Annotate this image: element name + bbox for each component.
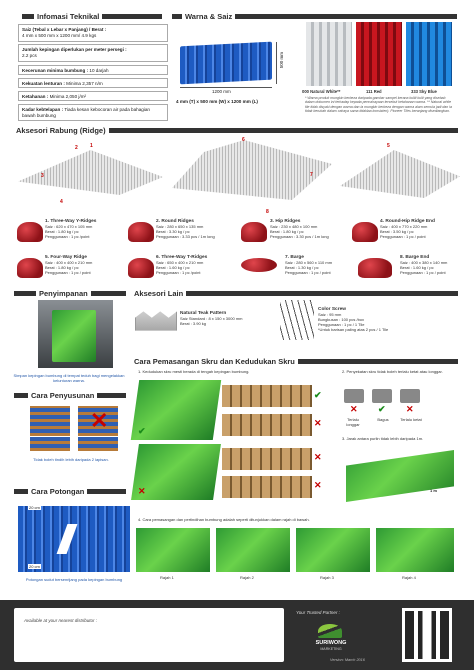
stack-wrong-2 bbox=[78, 437, 118, 451]
cross-icon: ✕ bbox=[138, 486, 146, 496]
flex-value: Minima 2,357 n/m bbox=[66, 81, 103, 86]
header-bar bbox=[109, 128, 458, 133]
density-label: Ketahanan : bbox=[22, 94, 49, 99]
screw-info bbox=[318, 307, 458, 332]
ridge-spec: Saiz : 400 x 770 x 220 mm Berat : 3.50 kg / pc Penggunaan : 1 pc / point bbox=[380, 224, 428, 239]
swatch-label-white: 000 Natural White** bbox=[302, 89, 341, 94]
step1-purlin-bad bbox=[222, 414, 312, 436]
ridge-title: Aksesori Rabung (Ridge) bbox=[16, 126, 106, 135]
density-value: Minima 2,050 j/m² bbox=[49, 94, 87, 99]
install-step4: 4. Cara pemasangan dan pertindihan bumbung adalah seperti ditunjukkan dalam rajah di bawah. bbox=[138, 517, 310, 522]
size-value: 4 mm x 500 mm x 1200 mm/ 4.9 kgs bbox=[22, 32, 97, 38]
ridge-num: 7. bbox=[285, 255, 290, 260]
callout-3: 3 bbox=[41, 173, 44, 179]
colors-header bbox=[172, 12, 457, 21]
purlin-dim: 1 m bbox=[430, 488, 437, 493]
screw-good-image bbox=[372, 389, 392, 403]
ridge-spec: Saiz : 400 x 400 x 210 mm Berat : 1.80 kg / pc Penggunaan : 1 pc / point bbox=[45, 260, 93, 275]
swatch-red bbox=[356, 22, 402, 86]
step3-roof-image bbox=[346, 450, 454, 502]
ridge-name: Barge End bbox=[405, 255, 430, 260]
storage-header bbox=[14, 289, 126, 298]
screw-image bbox=[280, 300, 314, 340]
size-label: Saiz (Tebal x Lebar x Panjang) / Berat : bbox=[22, 27, 107, 32]
ridge-header bbox=[16, 126, 458, 135]
swatch-sky-blue bbox=[406, 22, 452, 86]
stacked-tiles bbox=[52, 310, 96, 362]
screw-size: Saiz : 95 mm bbox=[318, 312, 342, 317]
cross-icon: ✕ bbox=[314, 452, 322, 462]
colors-title: Warna & Saiz bbox=[185, 12, 233, 21]
brand-sub: MARKETING bbox=[320, 647, 342, 651]
teak-weight: Berat : 3.90 kg bbox=[180, 321, 207, 326]
roof-four-way-drawing bbox=[340, 150, 460, 198]
ridge-item-8 bbox=[400, 255, 464, 275]
stack-correct-1 bbox=[30, 406, 70, 436]
qr-code-icon[interactable] bbox=[402, 608, 452, 662]
callout-2: 2 bbox=[75, 145, 78, 151]
arrange-header bbox=[14, 391, 126, 400]
swatch-label-red: 111 Red bbox=[366, 89, 382, 94]
pieces-value: 2.2 pcs bbox=[22, 52, 37, 58]
width-dim-line bbox=[180, 87, 272, 88]
ridge-spec: Saiz : 230 x 480 x 100 mm Berat : 1.80 kg / pc Penggunaan : 3.30 pcs / 1m long bbox=[270, 224, 329, 239]
info-slope-box bbox=[18, 65, 168, 75]
diagram-label-1: Rajah 1 bbox=[160, 575, 174, 580]
step1-purlin-bad-3 bbox=[222, 476, 312, 498]
cross-icon: ✕ bbox=[406, 404, 414, 414]
ridge-num: 6. bbox=[156, 255, 161, 260]
cross-icon: ✕ bbox=[314, 418, 322, 428]
ridge-spec: Saiz : 650 x 400 x 210 mm Berat : 1.60 kg / pc Penggunaan : 1 pc /point bbox=[156, 260, 204, 275]
distributor-box bbox=[14, 608, 284, 662]
ridge-product-2-image bbox=[128, 222, 154, 242]
version-label: Version: March 2016 bbox=[330, 658, 365, 662]
info-title: Infomasi Teknikal bbox=[37, 12, 100, 21]
other-header bbox=[134, 289, 458, 298]
check-icon: ✔ bbox=[378, 404, 386, 414]
screw-usage: Penggunaan : 1 pc / 1 Tile bbox=[318, 322, 365, 327]
callout-7: 7 bbox=[310, 172, 313, 178]
swatch-label-blue: 333 Sky Blue bbox=[411, 89, 437, 94]
pieces-label: Jumlah kepingan diperlukan per meter persegi : bbox=[22, 47, 127, 52]
info-water-box bbox=[18, 104, 168, 121]
header-bar bbox=[102, 14, 162, 19]
header-bar bbox=[14, 393, 28, 398]
info-pieces-box bbox=[18, 44, 168, 62]
check-icon: ✔ bbox=[138, 426, 146, 436]
ridge-item-5 bbox=[45, 255, 113, 275]
info-size-box bbox=[18, 24, 168, 42]
water-label: Kadar kebtelapan : bbox=[22, 107, 64, 112]
arrange-title: Cara Penyusunan bbox=[31, 391, 95, 400]
ridge-item-1 bbox=[45, 219, 113, 239]
label-too-tight: Terlalu ketat bbox=[400, 417, 422, 422]
ridge-product-5-image bbox=[17, 258, 43, 278]
qr-pattern bbox=[405, 611, 449, 659]
cutting-tile-image bbox=[18, 506, 130, 572]
ridge-item-2 bbox=[156, 219, 226, 239]
install-step1: 1. Kedudukan skru mesti berada di tengah kepingan bumbung. bbox=[138, 369, 250, 374]
info-header bbox=[22, 12, 162, 21]
ridge-num: 4. bbox=[380, 219, 385, 224]
cross-icon: ✕ bbox=[350, 404, 358, 414]
diagram-label-3: Rajah 3 bbox=[320, 575, 334, 580]
ridge-num: 8. bbox=[400, 255, 405, 260]
cutting-header bbox=[14, 487, 126, 496]
color-note: * Warna produk mungkin berbeza daripada gambar sampel kerana kuliti kulit yang disebab dalam dokumen ini terhadap kepada pencahayaan tersebut ketahanan warna. ** Natural white tile tidak disyaki dengan warna dan ia mungkin berbeza dengan warna alam semula jadi dan ia tidak berubah dalam cahaya sama tidaklaa konsisten). Pioneer Tiles beranjang disediangkan. bbox=[305, 96, 452, 114]
screw-name: Color Screw bbox=[318, 307, 346, 312]
slope-label: Kecerunan minima bumbung : bbox=[22, 68, 89, 73]
ridge-name: Round-Hip Ridge End bbox=[385, 219, 435, 224]
ridge-product-6-image bbox=[128, 258, 154, 278]
cutting-caption: Potongan sudut bersenrijang pada kepingan bumbung bbox=[25, 577, 123, 582]
storage-title: Penyimpanan bbox=[39, 289, 88, 298]
ridge-name: Round Ridges bbox=[161, 219, 194, 224]
ridge-num: 3. bbox=[270, 219, 275, 224]
cutting-title: Cara Potongan bbox=[31, 487, 85, 496]
slope-value: 10 darjah bbox=[89, 68, 109, 73]
header-bar bbox=[87, 489, 126, 494]
ridge-name: Three-Way T-Ridges bbox=[161, 255, 208, 260]
cut-dim-a: 20 cm bbox=[29, 505, 40, 510]
diagram-label-2: Rajah 2 bbox=[240, 575, 254, 580]
header-bar bbox=[97, 393, 126, 398]
flex-label: Kekuatan lenturan : bbox=[22, 81, 65, 86]
cross-icon: ✕ bbox=[90, 408, 109, 433]
diagram-1 bbox=[136, 528, 210, 572]
brand-name: SURIWONG bbox=[315, 640, 347, 646]
roof-hip-drawing bbox=[18, 150, 163, 195]
arrange-caption: Tidak boleh tindih lebih daripada 2 lapisan. bbox=[33, 457, 109, 462]
ridge-item-7 bbox=[285, 255, 351, 275]
header-bar bbox=[172, 14, 182, 19]
height-dim-label: 500 mm bbox=[279, 52, 284, 69]
callout-5: 5 bbox=[387, 143, 390, 149]
cut-gap bbox=[57, 524, 78, 554]
height-dim-line bbox=[276, 42, 277, 84]
screw-note: *Untuk barisan paling atas 2 pcs / 1 Tile bbox=[318, 327, 389, 332]
ridge-product-3-image bbox=[241, 222, 267, 242]
ridge-product-4-image bbox=[352, 222, 378, 242]
diagram-4 bbox=[376, 528, 454, 572]
install-step2: 2. Penyekatan skru tidak boleh terlalu ketat atau longgar. bbox=[342, 369, 443, 374]
ridge-item-4 bbox=[380, 219, 460, 239]
header-bar bbox=[235, 14, 457, 19]
ridge-name: Hip Ridges bbox=[275, 219, 301, 224]
roof-t-drawing bbox=[172, 140, 332, 200]
other-title: Aksesori Lain bbox=[134, 289, 184, 298]
ridge-name: Barge bbox=[290, 255, 304, 260]
teak-name: Natural Teak Pattern bbox=[180, 311, 227, 316]
step1-purlin-bad-2 bbox=[222, 448, 312, 470]
screw-pack: Bungkusan : 100 pcs /box bbox=[318, 317, 365, 322]
callout-8: 8 bbox=[266, 209, 269, 215]
ridge-product-1-image bbox=[17, 222, 43, 242]
callout-4: 4 bbox=[60, 199, 63, 205]
ridge-name: Four-Way Ridge bbox=[50, 255, 87, 260]
label-too-loose: Terlalu longgar bbox=[346, 417, 360, 427]
info-density-box bbox=[18, 91, 168, 101]
ridge-spec: Saiz : 280 x 650 x 135 mm Berat : 3.30 kg / pc Penggunaan : 3.33 pcs / 1m long bbox=[156, 224, 215, 239]
blue-tile-image bbox=[180, 42, 272, 85]
width-dim-label: 1200 mm bbox=[212, 89, 231, 94]
ridge-spec: Saiz : 620 x 470 x 105 mm Berat : 1.80 kg / pc Penggunaan : 1 pc /point bbox=[45, 224, 93, 239]
ridge-num: 5. bbox=[45, 255, 50, 260]
suriwong-logo-icon bbox=[318, 624, 342, 638]
ridge-num: 2. bbox=[156, 219, 161, 224]
check-icon: ✔ bbox=[314, 390, 322, 400]
ridge-spec: Saiz : 280 x 560 x 110 mm Berat : 1.30 kg / pc Penggunaan : 1 pc / point bbox=[285, 260, 333, 275]
distributor-label: Available at your nearest distributor : bbox=[24, 618, 97, 623]
header-bar bbox=[22, 14, 34, 19]
install-step3: 3. Jarak antara purlin tidak lebih daripada 1m. bbox=[342, 436, 424, 441]
install-title: Cara Pemasangan Skru dan Kedudukan Skru bbox=[134, 357, 295, 366]
teak-size: Saiz Standard : 8 x 150 x 3000 mm bbox=[180, 316, 243, 321]
callout-1: 1 bbox=[90, 143, 93, 149]
step1-purlin-good bbox=[222, 385, 312, 407]
diagram-3 bbox=[296, 528, 370, 572]
ridge-product-8-image bbox=[358, 258, 392, 278]
water-value: Tiada kesan kebocoran air pada bahagian bawah bumbung bbox=[22, 107, 150, 118]
install-header bbox=[134, 357, 458, 366]
ridge-num: 1. bbox=[45, 219, 50, 224]
swatch-natural-white bbox=[306, 22, 352, 86]
screw-tight-image bbox=[400, 389, 420, 403]
ridge-name: Three-Way Y-Ridges bbox=[50, 219, 97, 224]
partner-label: Your Trusted Partner : bbox=[296, 610, 340, 615]
teak-pattern-image bbox=[135, 305, 177, 337]
footer bbox=[0, 600, 474, 670]
label-good: Bagus bbox=[377, 417, 389, 422]
info-flex-box bbox=[18, 78, 168, 88]
teak-info bbox=[180, 311, 290, 326]
ridge-item-6 bbox=[156, 255, 230, 275]
cut-dim-b: 20 cm bbox=[29, 564, 40, 569]
diagram-label-4: Rajah 4 bbox=[402, 575, 416, 580]
callout-6: 6 bbox=[242, 137, 245, 143]
storage-photo bbox=[38, 300, 113, 368]
ridge-spec: Saiz : 400 x 380 x 140 mm Berat : 1.60 kg / pc Penggunaan : 1 pc / point bbox=[400, 260, 448, 275]
screw-loose-image bbox=[344, 389, 364, 403]
stack-correct-2 bbox=[30, 437, 70, 451]
header-bar bbox=[91, 291, 126, 296]
cross-icon: ✕ bbox=[314, 480, 322, 490]
dims-caption: 4 mm (T) x 500 mm (W) x 1200 mm (L) bbox=[176, 99, 258, 104]
header-bar bbox=[186, 291, 458, 296]
ridge-product-7-image bbox=[241, 258, 277, 272]
header-bar bbox=[298, 359, 458, 364]
header-bar bbox=[14, 489, 28, 494]
ridge-item-3 bbox=[270, 219, 340, 239]
storage-caption: Simpan kepingan bumbung di tempat teduh bagi mengelakkan kelunturan warna. bbox=[13, 373, 125, 383]
header-bar bbox=[14, 291, 36, 296]
diagram-2 bbox=[216, 528, 290, 572]
